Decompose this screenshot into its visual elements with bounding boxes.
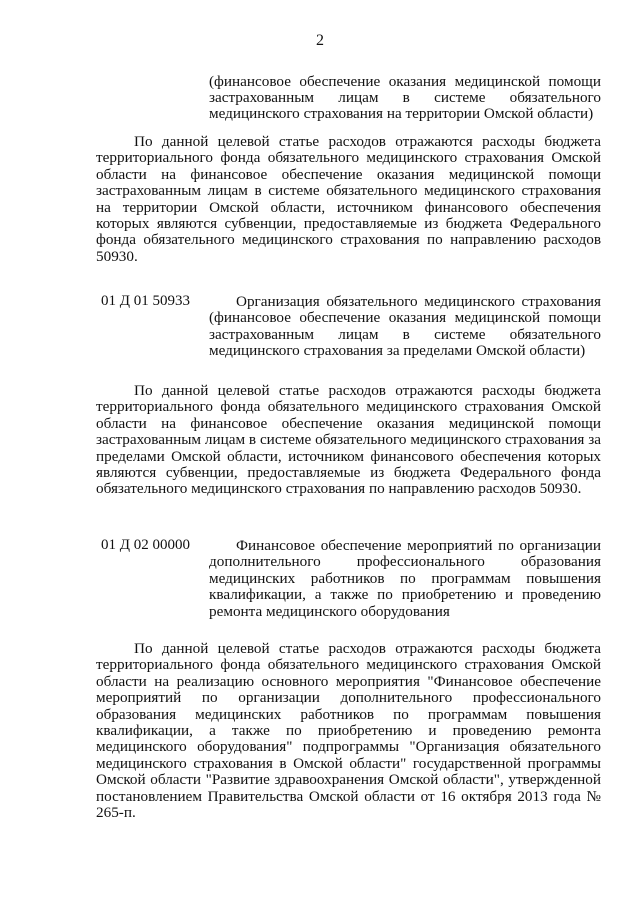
continued-title: (финансовое обеспечение оказания медицинской помощи застрахованным лицам в системе обязательного медицинского страхования на территории Омской области): [209, 73, 601, 123]
paragraph-2: [96, 383, 601, 498]
entry-1-code: 01 Д 01 50933: [101, 293, 190, 309]
paragraph-1-text: По данной целевой статье расходов отражаются расходы бюджета территориального фонда обязательного медицинского страхования Омской области на финансовое обеспечение оказания медицинской помощи застрахованным лицам в системе обязательного медицинского страхования на территории Омской области, источником финансового обеспечения которых являются субвенции, предоставляемые из бюджета Федерального фонда обязательного медицинского страхования по направлению расходов 50930.: [96, 133, 601, 265]
paragraph-1: [96, 134, 601, 265]
paragraph-3: [96, 641, 601, 821]
entry-2-title: [209, 538, 601, 620]
paragraph-3-text: По данной целевой статье расходов отражаются расходы бюджета территориального фонда обязательного медицинского страхования Омской области на реализацию основного мероприятия "Финансовое обеспечение мероприятий по организации дополнительного профессионального образования медицинских работников по программам повышения квалификации, а также по приобретению и проведению ремонта медицинского оборудования" подпрограммы "Организация обязательного медицинского страхования в Омской области" государственной программы Омской области "Развитие здравоохранения Омской области", утвержденной постановлением Правительства Омской области от 16 октября 2013 года № 265-п.: [96, 640, 601, 822]
paragraph-2-text: По данной целевой статье расходов отражаются расходы бюджета территориального фонда обязательного медицинского страхования Омской области на финансовое обеспечение оказания медицинской помощи застрахованным лицам в системе обязательного медицинского страхования за пределами Омской области, источником финансового обеспечения которых являются субвенции, предоставляемые из бюджета Федерального фонда обязательного медицинского страхования по направлению расходов 50930.: [96, 382, 601, 498]
page-number: 2: [316, 32, 324, 49]
entry-1-title-text: Организация обязательного медицинского страхования (финансовое обеспечение оказания медицинской помощи застрахованным лицам в системе обязательного медицинского страхования за пределами Омской области): [209, 293, 601, 360]
entry-2-title-text: Финансовое обеспечение мероприятий по организации дополнительного профессионального образования медицинских работников по программам повышения квалификации, а также по приобретению и проведению ремонта медицинского оборудования: [209, 537, 601, 620]
entry-2-code: 01 Д 02 00000: [101, 537, 190, 553]
entry-1-title: [209, 294, 601, 360]
